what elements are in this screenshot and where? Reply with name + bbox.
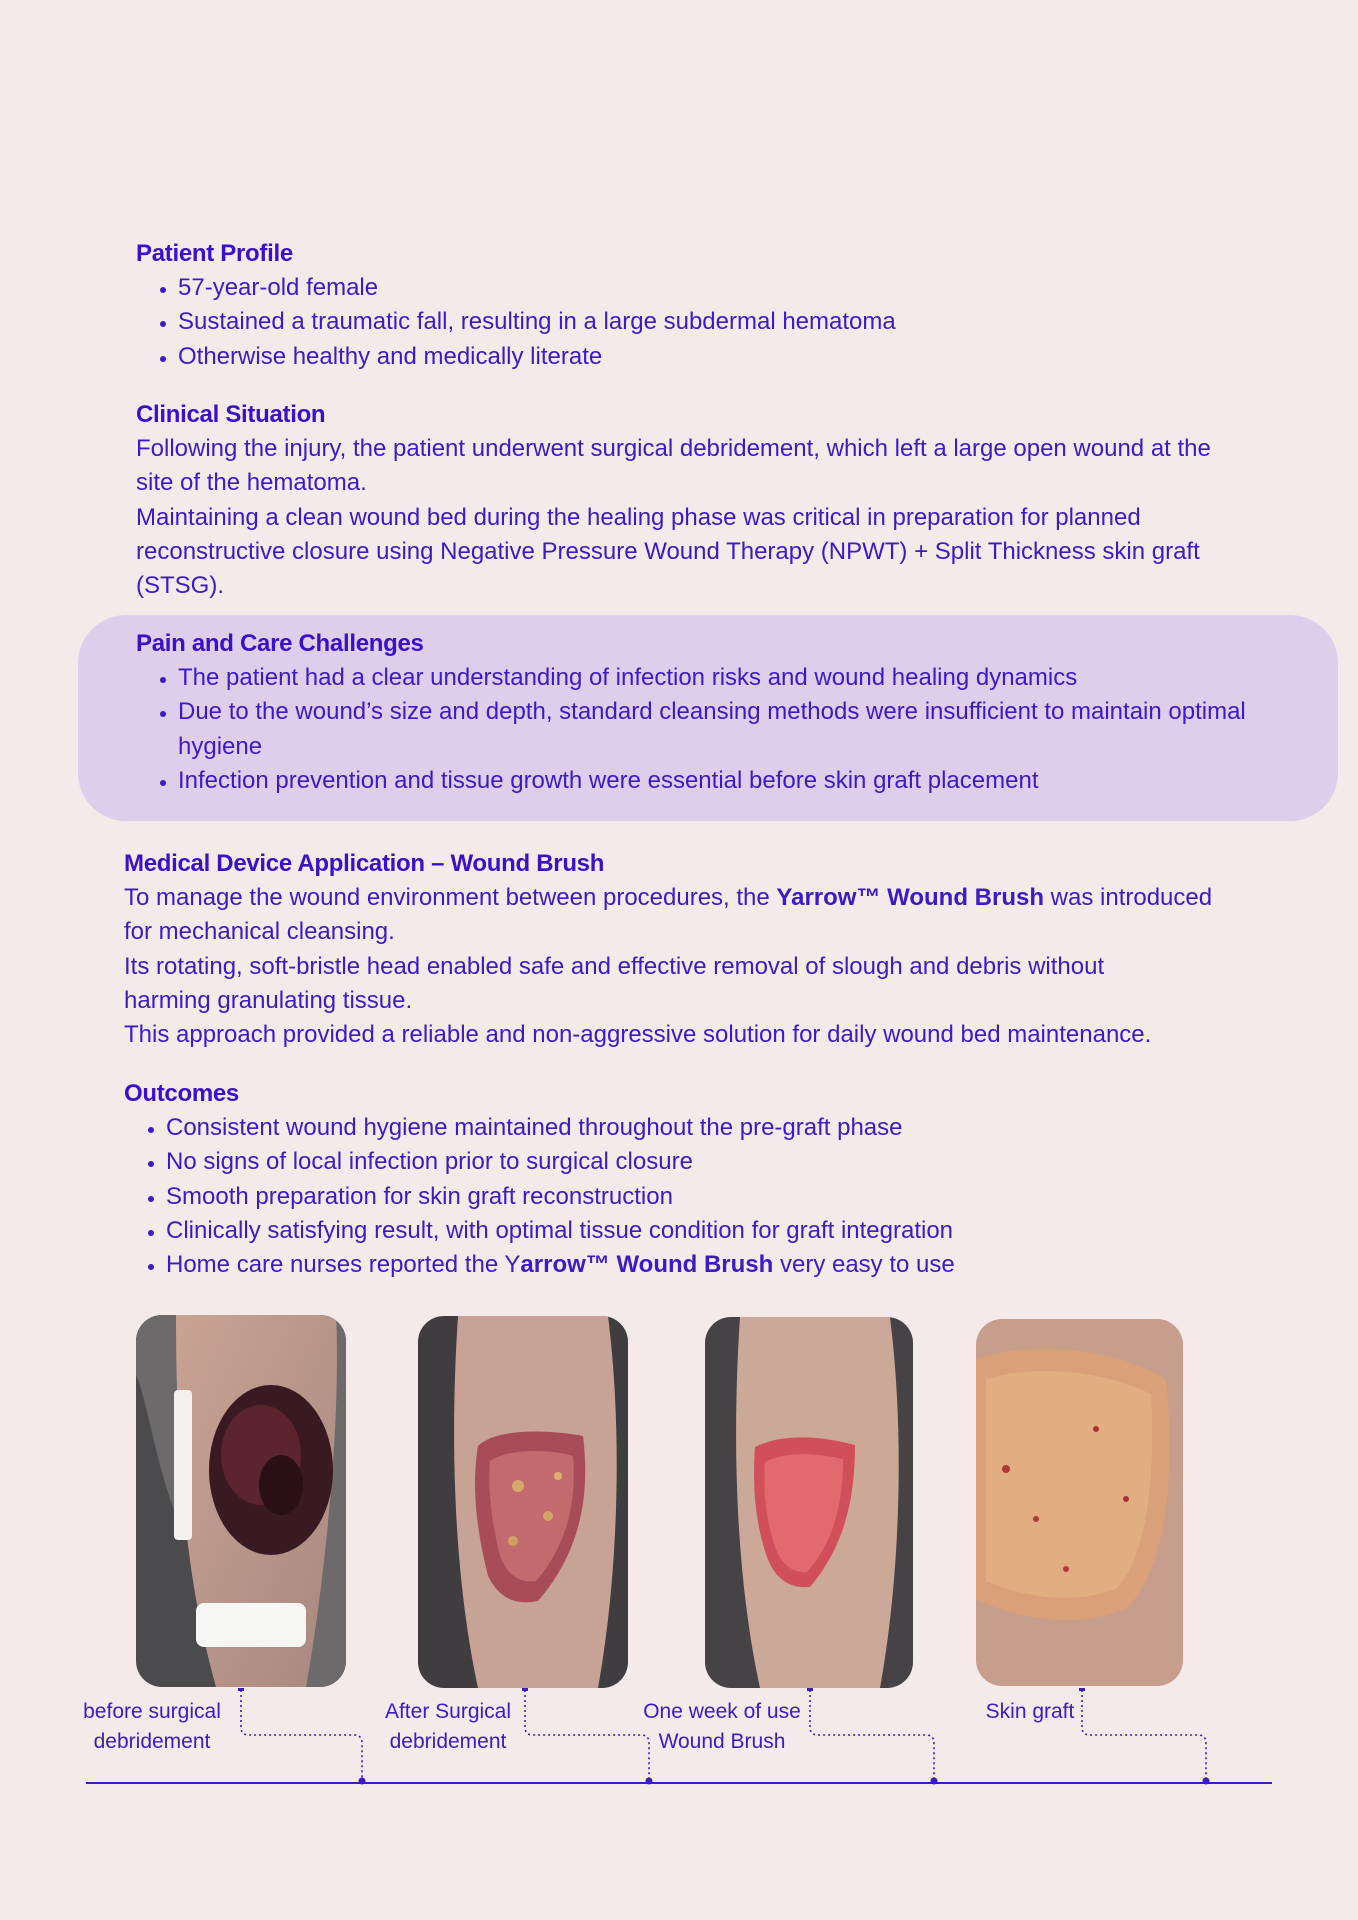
device-heading: Medical Device Application – Wound Brush [124,850,605,877]
list-item: • 57-year-old female [178,271,1286,305]
clinical-situation-para: Maintaining a clean wound bed during the healing phase was critical in preparation for planned reconstructive closure using Negative Pressure Wound Therapy (NPWT) + Split Thickness skin graft (STSG). [136,503,1200,600]
clinical-situation-para: Following the injury, the patient underwent surgical debridement, which left a large open wound at the site of the hematoma. [136,435,1211,497]
caption-before-debridement: before surgical debridement [83,1700,221,1753]
device-para: This approach provided a reliable and non-aggressive solution for daily wound bed maintenance. [124,1021,1152,1049]
caption-one-week: One week of use Wound Brush [643,1700,801,1753]
outcome-text: Home care nurses reported the Y [166,1251,521,1279]
outcome-text: very easy to use [773,1251,955,1279]
product-name: arrow™ Wound Brush [520,1251,774,1279]
patient-profile-heading: Patient Profile [136,240,293,267]
clinical-situation-heading: Clinical Situation [136,401,326,428]
device-text: To manage the wound environment between procedures, the [124,884,777,911]
list-item: • No signs of local infection prior to surgical closure [166,1145,1274,1179]
list-item: • Due to the wound’s size and depth, standard cleansing methods were insufficient to maintain optimal hygiene [178,695,1286,764]
caption-skin-graft: Skin graft [985,1700,1075,1723]
caption-after-debridement: After Surgical debridement [384,1700,512,1753]
list-item: • Smooth preparation for skin graft reconstruction [166,1180,1274,1214]
list-item: • Otherwise healthy and medically literate [178,340,1286,374]
device-para: Its rotating, soft-bristle head enabled safe and effective removal of slough and debris without harming granulating tissue. [124,952,1105,1014]
list-item: • Consistent wound hygiene maintained throughout the pre-graft phase [166,1111,1274,1145]
list-item: • Clinically satisfying result, with optimal tissue condition for graft integration [166,1214,1274,1248]
outcomes-heading: Outcomes [124,1080,239,1107]
pain-care-heading: Pain and Care Challenges [136,630,424,657]
list-item: • The patient had a clear understanding of infection risks and wound healing dynamics [178,661,1286,695]
product-name: Yarrow™ Wound Brush [776,884,1044,911]
device-text: was introduced for mechanical cleansing. [124,884,1213,946]
list-item: • Infection prevention and tissue growth were essential before skin graft placement [178,764,1286,798]
list-item: • Sustained a traumatic fall, resulting in a large subdermal hematoma [178,305,1286,339]
